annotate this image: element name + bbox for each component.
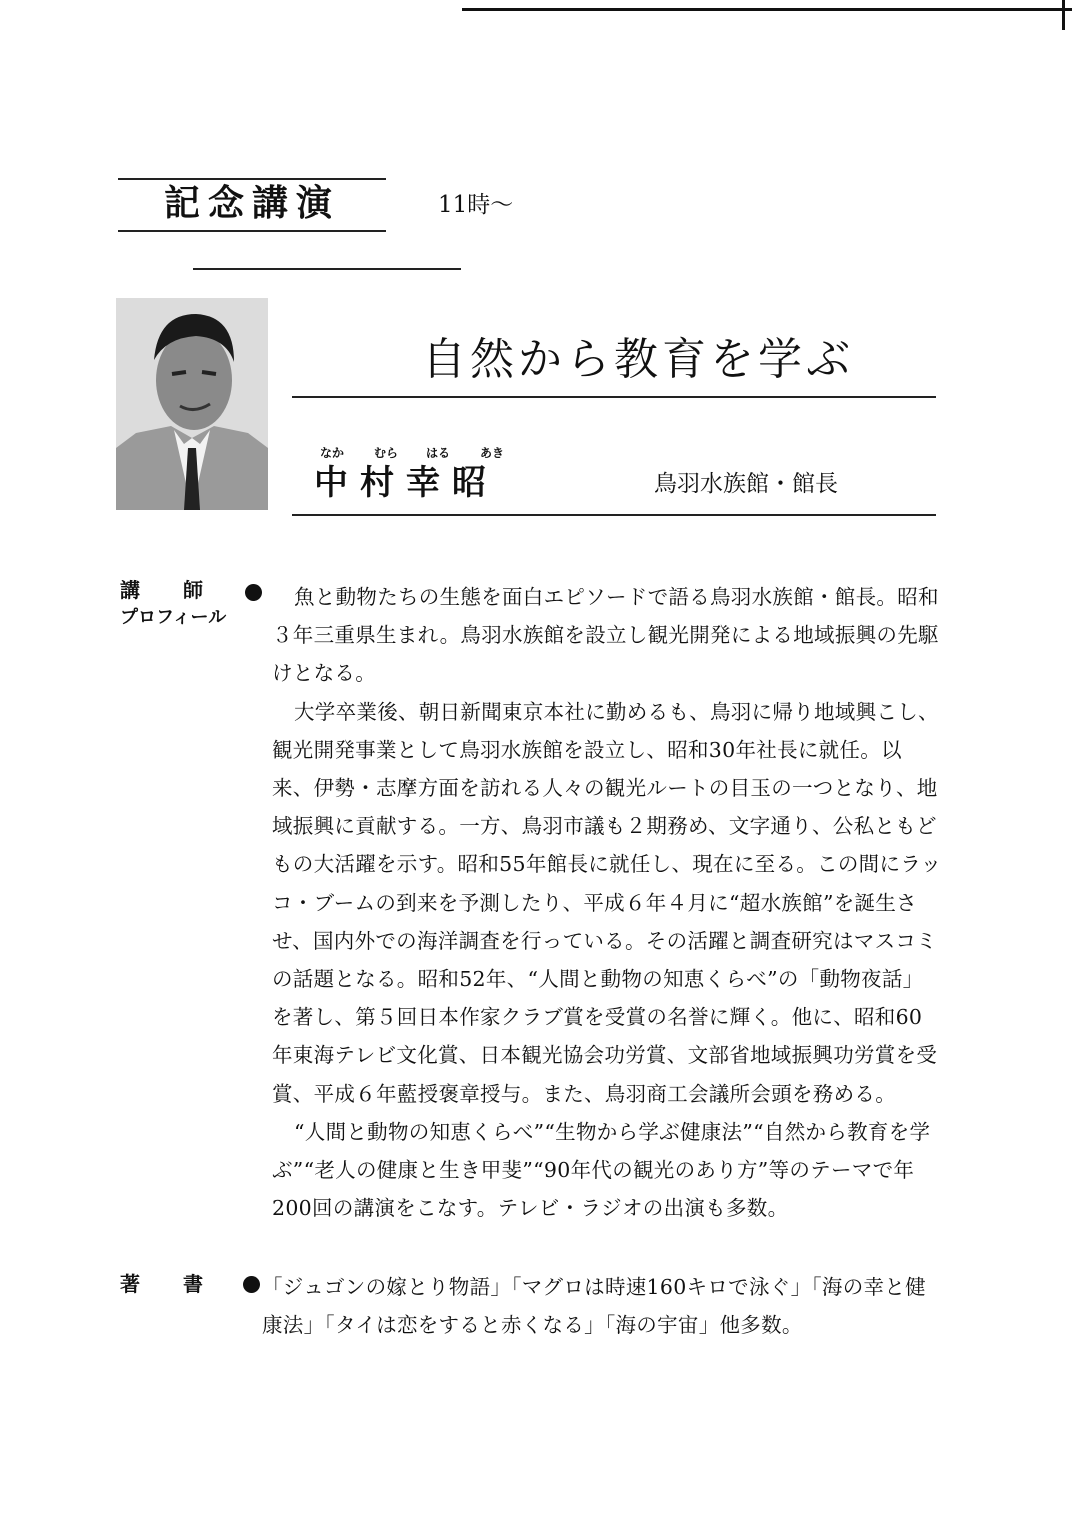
- section-title: 記念講演: [163, 183, 340, 224]
- speaker-photo: [116, 298, 268, 510]
- books-text: 「ジュゴンの嫁とり物語」「マグロは時速160キロで泳ぐ」「海の幸と健康法」「タイは恋をすると赤くなる」「海の宇宙」他多数。: [262, 1275, 926, 1337]
- speaker-portrait-icon: [116, 298, 268, 510]
- profile-paragraph-2: 大学卒業後、朝日新聞東京本社に勤めるも、鳥羽に帰り地域興こし、観光開発事業として鳥羽水族館を設立し、昭和30年社長に就任。以来、伊勢・志摩方面を訪れる人々の観光ルートの目玉の一つとなり、地域振興に貢献する。一方、鳥羽市議も２期務め、文字通り、公私ともどもの大活躍を示す。昭和55年館長に就任し、現在に至る。この間にラッコ・ブームの到来を予測したり、平成６年４月に“超水族館”を誕生させ、国内外での海洋調査を行っている。その活躍と調査研究はマスコミの話題となる。昭和52年、“人間と動物の知恵くらべ”の「動物夜話」を著し、第５回日本作家クラブ賞を受賞の名誉に輝く。他に、昭和60年東海テレビ文化賞、日本観光協会功労賞、文部省地域振興功労賞を受賞、平成６年藍授褒章授与。また、鳥羽商工会議所会頭を務める。: [272, 699, 942, 1106]
- speaker-name: 中村幸昭: [314, 463, 498, 503]
- furigana-4: あき: [480, 446, 505, 460]
- title-underline: [292, 396, 936, 398]
- section-time: 11時〜: [438, 192, 514, 218]
- profile-label-sub: プロフィール: [120, 607, 227, 628]
- profile-paragraph-1: 魚と動物たちの生態を面白エピソードで語る鳥羽水族館・館長。昭和３年三重県生まれ。鳥羽水族館を設立し観光開発による地域振興の先駆けとなる。: [272, 585, 939, 686]
- header-divider: [193, 268, 461, 270]
- furigana-1: なか: [320, 446, 345, 460]
- books-bullet-icon: [243, 1276, 260, 1293]
- profile-text: [272, 578, 942, 1227]
- top-edge-rule: [462, 8, 1072, 11]
- books-label: 著 書: [120, 1272, 204, 1296]
- furigana-2: むら: [374, 446, 399, 460]
- profile-label: 講 師: [120, 578, 204, 602]
- profile-bullet-icon: [245, 584, 262, 601]
- profile-paragraph-3: “人間と動物の知恵くらべ”“生物から学ぶ健康法”“自然から教育を学ぶ”“老人の健康と生き甲斐”“90年代の観光のあり方”等のテーマで年200回の講演をこなす。テレビ・ラジオの出演も多数。: [272, 1119, 931, 1221]
- side-edge-mark: [1062, 0, 1065, 30]
- furigana-3: はる: [426, 446, 451, 460]
- name-underline: [292, 514, 936, 516]
- speaker-affiliation: 鳥羽水族館・館長: [654, 471, 838, 497]
- lecture-title: 自然から教育を学ぶ: [422, 334, 854, 385]
